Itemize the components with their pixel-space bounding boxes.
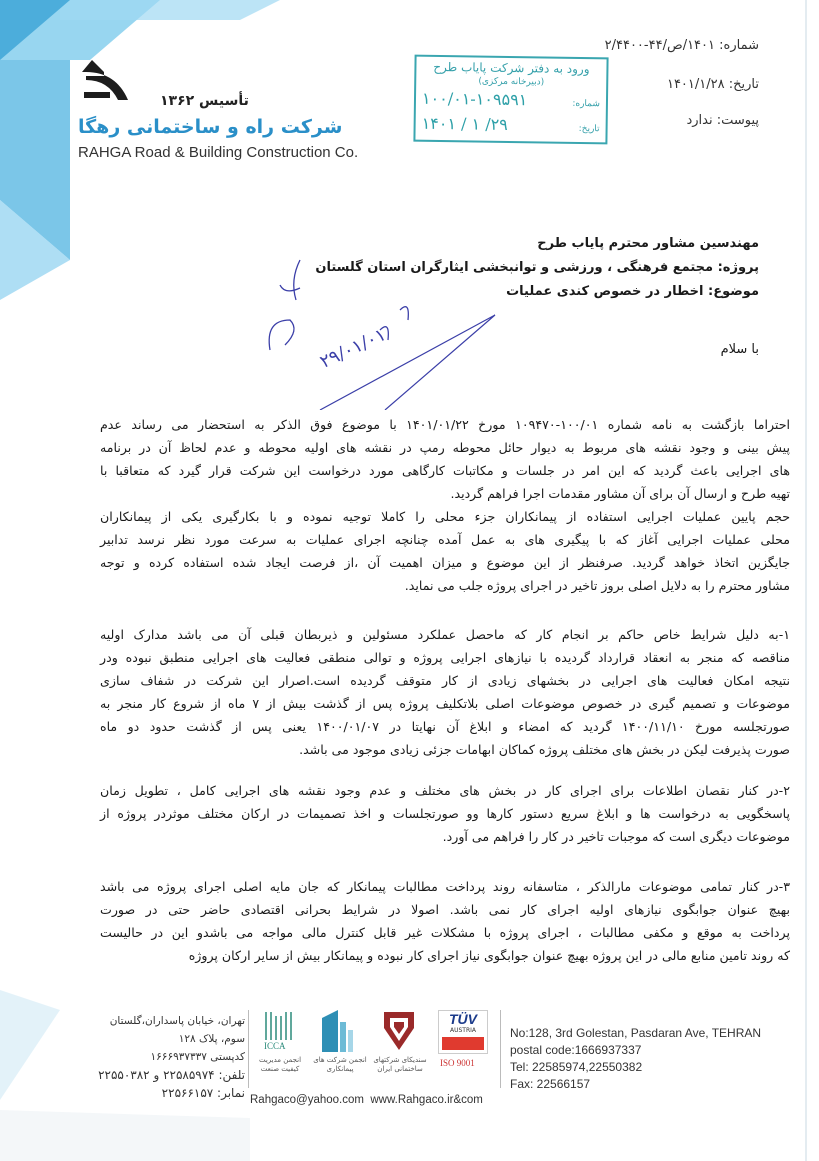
tuv-red-band bbox=[442, 1037, 484, 1050]
address-fa: تهران، خیابان پاسداران،گلستان سوم، پلاک ۱۲۸ bbox=[109, 1015, 245, 1045]
stamp-subtitle: (دبیرخانه مرکزی) bbox=[478, 76, 545, 88]
fax-en: Fax: 22566157 bbox=[510, 1077, 591, 1091]
paragraph-line: ۲-در کنار نقصان اطلاعات برای اجرای کار در بخش های مختلف و عدم وجود نقشه های اجرایی کامل ، تطویل زمان bbox=[100, 783, 790, 798]
icca-logo bbox=[262, 1010, 298, 1052]
contractors-association-logo bbox=[320, 1010, 360, 1052]
tel-fa: تلفن: ۲۲۵۸۵۹۷۴ و ۲۲۵۵۰۳۸۲ bbox=[98, 1068, 245, 1082]
tuv-label: TÜV bbox=[449, 1011, 477, 1027]
paragraph-line: صورتجلسه مورخ ۱۴۰۰/۱۱/۱۰ گردید که امضاء و ابلاغ آن نهایتا در ۱۴۰۰/۰۱/۰۷ یعنی پس از گذشت حدود دو ماه bbox=[100, 719, 790, 734]
paragraph-line: صورت پذیرفت لیکن در بخش های مختلف پروژه کماکان ابهامات جزئی زیادی موجود می باشد. bbox=[299, 742, 790, 757]
rahga-logo-icon bbox=[78, 56, 140, 104]
contractors-caption: انجمن شرکت های پیمانکاری bbox=[313, 1056, 367, 1073]
stamp-title: ورود به دفتر شرکت پایاب طرح bbox=[433, 59, 590, 77]
project-line: پروژه: مجتمع فرهنگی ، ورزشی و توانبخشی ایثارگران استان گلستان bbox=[315, 260, 759, 275]
paragraph-line: های اجرایی باعث گردید که این امر در جلسات و مکاتبات کارگاهی مورد درخواست این شرکت قرار گیرد که متعاقبا با bbox=[100, 463, 790, 478]
paragraph-line: پاسخگویی به درخواست ها و ابلاغ سریع دستور کارها وو صورتجلسات و اخذ تصمیمات در ارکان مختلف موثردر پروژه از bbox=[100, 806, 790, 821]
letter-attachment bbox=[686, 113, 759, 128]
receipt-stamp bbox=[413, 55, 608, 145]
attachment-value: ندارد bbox=[686, 113, 713, 128]
paragraph-line: پیش بینی و وجود نقشه های مربوط به دیوار حائل محوطه رمپ در نقشه های اولیه محوطه و عدم لحاظ آن در برنامه bbox=[100, 440, 790, 455]
address-en: No:128, 3rd Golestan, Pasdaran Ave, TEHRAN bbox=[510, 1026, 762, 1040]
letter-number bbox=[605, 38, 759, 53]
icca-caption: انجمن مدیریت کیفیت صنعت bbox=[258, 1056, 302, 1073]
tuv-sub: AUSTRIA bbox=[449, 1027, 476, 1034]
stamp-number-label: شماره: bbox=[572, 98, 601, 110]
tel-en: Tel: 22585974,22550382 bbox=[510, 1060, 643, 1074]
paragraph-line: تهیه طرح و ارسال آن برای آن مشاور مقدمات اجرا فراهم گردید. bbox=[450, 486, 790, 501]
icca-logo-icon bbox=[262, 1010, 298, 1042]
company-logo bbox=[78, 56, 140, 108]
footer-web bbox=[250, 1094, 483, 1106]
letter-number-value: ۱۴۰۱/ص/۴۴-۲/۴۴۰۰ bbox=[604, 38, 716, 53]
postal-fa: کدپستی ۱۶۶۶۹۳۷۳۳۷ bbox=[150, 1051, 245, 1063]
postal-en: postal code:1666937337 bbox=[510, 1043, 642, 1057]
tuv-logo bbox=[438, 1010, 488, 1054]
stamp-date-label: تاریخ: bbox=[578, 123, 600, 135]
paragraph-line: حجم پایین عملیات اجرایی استفاده از پیمانکاران جزء محلی را کاملا توجیه نموده و با بکارگیری یکی از پیمانکاران bbox=[100, 509, 790, 524]
guild-logo-icon bbox=[378, 1010, 420, 1052]
company-name-fa: شرکت راه و ساختمانی رهگا bbox=[78, 116, 343, 138]
company-name-en: RAHGA Road & Building Construction Co. bbox=[78, 144, 359, 161]
letter-body bbox=[100, 413, 790, 967]
letter-number-label: شماره: bbox=[719, 38, 759, 53]
letter-paragraph bbox=[100, 875, 790, 967]
paragraph-line: احتراما بازگشت به نامه شماره ۱۰۰/۰۱-۱۰۹۴۷۰ مورخ ۱۴۰۱/۰۱/۲۲ با موضوع فوق الذکر به استحضار می رساند عدم bbox=[100, 417, 790, 432]
paragraph-line: نتیجه امکان فعالیت های اجرایی در بخشهای زیادی از کار متوقف گردیده است.اصرار این شرکت در شفاف سازی bbox=[100, 673, 790, 688]
letter-paragraph bbox=[100, 623, 790, 761]
paragraph-line: مناقصه که منجر به انعقاد قرارداد گردیده با نیازهای اجرایی پروژه و توالی منطقی فعالیت های اجرایی منطبق نبوده ودر bbox=[100, 650, 790, 665]
paragraph-line: موضوعات دیگری است که موجبات تاخیر در کار را فراهم می آورد. bbox=[442, 829, 790, 844]
footer-website[interactable]: www.Rahgaco.ir&com bbox=[370, 1094, 483, 1106]
guild-caption: سندیکای شرکتهای ساختمانی ایران bbox=[373, 1056, 427, 1073]
paragraph-line: مشاور محترم را به دلایل اصلی بروز تاخیر در اجرای پروژه جلب می نماید. bbox=[404, 578, 790, 593]
letter-date-value: ۱۴۰۱/۱/۲۸ bbox=[666, 77, 725, 92]
paragraph-line: بهیچ عنوان جوابگوی نیازهای اولیه اجرای کار نمی باشد. اصولا در شرایط بحرانی اقتصادی حاضر حتی در صورت bbox=[100, 902, 790, 917]
letter-date bbox=[667, 77, 759, 92]
greeting: با سلام bbox=[720, 342, 759, 357]
paragraph-line: که روند تامین منابع مالی در این پروژه بهیچ عنوان جوابگوی نیاز اجرای کار نبوده و پیمانکار بیش از سایر ارکان پروژه bbox=[188, 948, 790, 963]
paragraph-line: موضوعات و تصمیم گیری در خصوص موضوعات اصلی بلاتکلیف پروژه پس از گذشت بیش از ۷ ماه از شروع کار منجر به bbox=[100, 696, 790, 711]
letter-paragraph bbox=[100, 505, 790, 597]
building-logo-icon bbox=[320, 1010, 360, 1052]
footer-divider bbox=[248, 1010, 249, 1088]
letter-paragraph bbox=[100, 413, 790, 505]
paragraph-line: ۳-در کنار تمامی موضوعات مارالذکر ، متاسفانه روند پرداخت مطالبات پیمانکار که جان مایه اصلی اجرای پروژه می باشد bbox=[100, 879, 790, 894]
letter-date-label: تاریخ: bbox=[728, 77, 759, 92]
footer-divider bbox=[500, 1010, 501, 1088]
paragraph-line: ۱-به دلیل شرایط خاص حاکم بر انجام کار که ماحصل عملکرد مسئولین و ذیربطان قبلی آن می باشد مدارک اولیه bbox=[100, 627, 790, 642]
guild-logo bbox=[378, 1010, 420, 1052]
paragraph-line: جایگزین اتخاذ خواهد گردید. صرفنظر از این موضوع و میزان اهمیت آن ،از فرصت ایجاد شده استفاده کرده و توجه bbox=[100, 555, 790, 570]
paragraph-line: محلی عملیات اجرایی آغاز که با پیگیری های به عمل آمده چنانچه اجرای عملیات به سرعت مورد نظر نرسد تدابیر bbox=[100, 532, 790, 547]
stamp-date-value: ۲۹/ ۱ / ۱۴۰۱ bbox=[421, 113, 508, 134]
stamp-number-value: ۱۰۰/۰۱-۱۰۹۵۹۱ bbox=[421, 88, 528, 110]
letter-paragraph bbox=[100, 779, 790, 848]
attachment-label: پیوست: bbox=[716, 113, 759, 128]
handwritten-date: ۲۹/۰۱/۰۱ bbox=[316, 324, 390, 373]
icca-label: ICCA bbox=[264, 1041, 286, 1051]
subject-line: موضوع: اخطار در خصوص کندی عملیات bbox=[506, 284, 759, 299]
founded-year: تأسیس ۱۳۶۲ bbox=[160, 93, 249, 109]
recipient: مهندسین مشاور محترم پایاب طرح bbox=[537, 236, 759, 251]
paragraph-line: پرداخت به موقع و مکفی مطالبات ، اجرای پروژه با مشکلات غیر قابل کنترل مالی مواجه می باشدو این در حالیست bbox=[100, 925, 790, 940]
footer-email[interactable]: Rahgaco@yahoo.com bbox=[250, 1094, 364, 1106]
footer-address-fa bbox=[95, 1012, 245, 1102]
iso-label: ISO 9001 bbox=[440, 1058, 475, 1068]
fax-fa: نمابر: ۲۲۵۶۶۱۵۷ bbox=[161, 1086, 245, 1100]
footer-address-en bbox=[510, 1025, 761, 1093]
